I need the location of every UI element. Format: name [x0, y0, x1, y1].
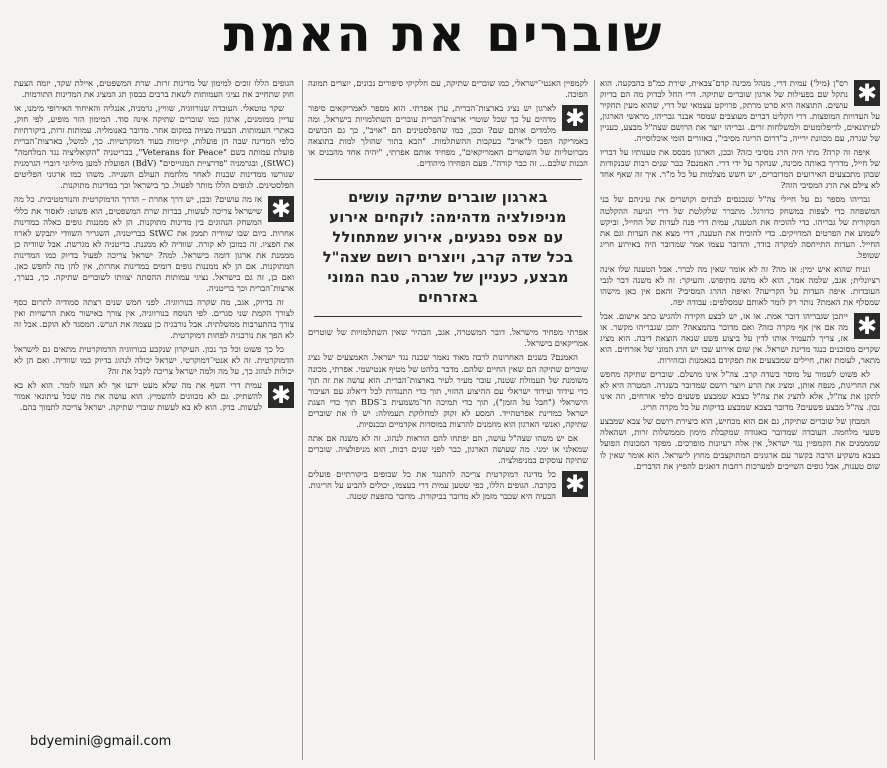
asterisk-icon: ✱	[268, 382, 294, 408]
paragraph: כל כך פשוט וכל כך נכון. העיקרון שנקבע בנורווגיה הדמוקרטית מתאים גם לישראל הדמוקרטית. זה לא אנטי־דמוקרטי. ישראל יכולה לנהוג בדיוק כמו שוודיה. ואם הן לא יכולות לנהוג כך, על מה ולמה ישראל צריכה לקבל את זה?	[14, 344, 294, 377]
column-left	[14, 78, 294, 724]
paragraph: גבריהו מספר גם על חיילי צה"ל שנכנסים לבתים וקושרים את עיניהם של בני המשפחה כדי לצפות במשחק כדורגל. מתברר שלקלטת של דרי הגיעה ההקלטה המקורית של גבריהו. כדי להוכיח את הטענה, עמית דרי פנה לעדות של החייל, וביקש לשמוע את הפרטים המדויקים. כדי להוכיח את הטענה, דרי מצא את העדות וגם את החייל. העדות התייחסה למקרה בודד, והדובר עצמו אמר שמדובר היה באירוע חריג שטופל.	[600, 194, 880, 260]
paragraph: ייתכן שגבריהו דובר אמת. או אז, יש לבצע חקירה ולהגיש כתב אישום. אבל מה אם אין אף מקרה כזה? ואם מדובר בהמצאה? יתכן שגבריהו מקשר. או אז, צריך להעמיד אותו לדין על ביצוע פשע שנאה הוצאת דיבה. הוא מציג שקרים מסוכנים כנגד מדינת ישראל. אין שום אירוע שבו יש הרג המוני של אזרחים. הוא מתאר, לעומת זאת, חיילים שמבצעים את תפקידם בנאמנות ובזהירות.	[600, 310, 880, 366]
paragraph: זה בדיוק, אגב, מה שקרה בנורווגיה. לפני חמש שנים רצתה סמודיה לתרום כסף לצורך הקמת שני סגרים. לפי הנוסח בנורווגיה, אין צורך באישור מאת הרשויות ואין צורך בהתערבות ממשלתית. אבל נורבגיה כן עצמה את הגרש. המסגד לא הוקם. אבל זה לא הפך את נורבגיה לפחות דמוקרטית.	[14, 296, 294, 341]
paragraph: רס"ן (מיל') עמית דרי, מנהל מכינה קדם־צבאית, שירת כמ"פ בהבקעה. הוא נתקל שם בפעילות של ארגון שוברים שתיקה. דרי החל לבדוק מה הם בדיוק עושים. התוצאה היא סרט מרתק, פרויקט עצמאי של דרי, שהוא מעין תחקיר על העדויות המופצות. דרי הקליט דברים מעוצבים שמסר אבנר גבריהו, מראשי הארגון, לעיתונאים, לדיפלומטים ולמשלחות זרים. גבריהו יוצר את הרושם שצה"ל מבצע, כעניין של שגרה, עם מכוונת ירייה, ב"דרום הריגה מסיבי", באזורים הומי אוכלוסייה.	[600, 78, 880, 144]
paragraph: לקמפיין האנטי־ישראלי, כמו שוברים שתיקה, עם חלקיקי סיפורים נכונים, יוצרים תמונה הפוכה.	[308, 78, 588, 100]
paragraph: לא פשוט לשמור על מוסר בשדה קרב. צה"ל אינו מושלם. שוברים שתיקה מחפש את החריגות, מנפח אותן, ומציג את הרע ויוצר רושם שמדובר בשגרה. המטרה היא לא לתקן את צה"ל, אלא להציג את צה"ל כצבא שמבצע פשעים כלפי אזרחים, וזה אינו נכון. צה"ל מבצע פשעים? מדובר בצבא שמבצע בדיקות על כל מקרה חריג.	[600, 369, 880, 413]
asterisk-icon: ✱	[562, 471, 588, 497]
paragraph: עמית דרי חשף את מה שלא מעט ידעו אך לא העזו לומר. הוא לא בא להשתיק. גם לא מכוונים להשמיץ. הוא עושה את מה שכל עיתונאי אמור לעשות. בדק. הוא לא בא לעשות שוברי שתיקה. ישראל צריכה לתמוך בהם.	[14, 380, 262, 413]
paragraph: אם יש משהו שצה"ל עושה, הם יפתחו להם הוראות לנהוג. זה לא משנה אם אתה שמאלני או ימני. מה שעושה הארגון, כבר לפני שנים רבות, הוא מניפולציה. שוברים שתיקה עוסקים במניפולציה.	[308, 432, 588, 465]
column-divider	[594, 80, 595, 760]
paragraph: שקר טוטאלי. העובדה שנורווגיה, שוויץ, גרמניה, אנגליה והאיחוד האירופי מימנו, או עדיין ממומנים, ארגון כמו שוברים שתיקה אינה סוד. המימון הזר מופיע, לפי חוק, באתרי העמותות. הבעיה מצויה במקום אחר. מדובר באנומליה. עמותות זרות, ביקורתיות כלפי המדינה שבה הן פועלות, קיימות בעוד דמוקרטיות. כך, למשל, בארצות־הברית פועלת עמותה בשם "Veterans for Peace", בבריטניה "הקואליציה נגד המלחמה" (StWC), ובגרמניה "פדרציית המגוייסים" (BdV) הפועלת למען מיליוני דוברי הגרמנית שגורשו ממדינות שכנות לאחר מלחמת העולם השנייה. משהו כמו ארגוני הפליטים הפלסטינים. לגופים הללו מותר לפעול. כך בישראל וכך במדינות מתוקנות.	[14, 103, 294, 191]
paragraph: האמנם? בשנים האחרונות לרבה מאוד נאמר שכנה נגד ישראל. האמצעים של נציג שוברים שתיקה הם שאין החיים שלהם. מדבר בלהט של מטיף אנטישמי. אפרתי, מכונה משומנת של תעמולת שטנה, עובר מעיר לעיר בארצות־הברית. הוא עושה את זה תוך כדי עידוד ועידוד ישראלי עם ההיצוע ההזוי, תוך כדי התנגדות לכל דיאלוג עם הציבור הישראלי ("חבל על הזמן"), תוך כדי תמיכה חד־משמעית ב־BDS תוך כדי הצגת ישראל כמדינת אפרטהייד. המסע לא זקוק למחלוקת תעמולה: יש לו את שוברים שתיקה, ואנשי הארגון הוא מוזמנים להרצות במוסדות אקדמיים ובכנסיות.	[308, 352, 588, 429]
asterisk-icon: ✱	[854, 313, 880, 339]
asterisk-icon: ✱	[268, 196, 294, 222]
column-middle	[308, 78, 588, 760]
asterisk-icon: ✱	[854, 80, 880, 106]
paragraph: ונניח שהוא איש ימין: אז מה? זה לא אומר שאין מה לברר. אבל הטענה שלו אינה רציונלית; אגב, שלמה אמר, הוא לא מושג מתיפוש. והעיקר: זה לא משנה דבר לגבי העובדות. איפה העדות על הקריעה? ואיפה ההרג המסיבי? והאם אין כאן מישהו שמסלף את האמת? נותר רק לומר לאותם שמסלפים: עבודה יפה.	[600, 263, 880, 307]
asterisk-icon: ✱	[562, 105, 588, 131]
paragraph: כל מדינה דמוקרטית צריכה להתנגד את כל שבופים ביקורתיים פועלים בקרבה. הגופים הללו, כפי שטען עמית דרי בעצמו, יכולים להביע על חריגות. הבעיה היא שכבר מזמן לא מדובר בביקורת. מדובר בהפצת שטנה.	[308, 468, 556, 502]
pull-quote: בארגון שוברים שתיקה עושים מניפולציה מדהימה: לוקחים אירוע עם אפס נפגעים, אירוע שמתחולל בכל שדה קרב, ויוצרים רושם שצה"ל מבצע, כעניין של שגרה, טבח המוני באזרחים	[314, 179, 582, 317]
paragraph: אז מה עושים? ובכן, יש דרך אחרת – הדרך הדמוקרטית והנורמטיבית. כל מה שישראל צריכה לעשות, בברות שרת המשפטים, הוא פשוט: לאסור את כללי המשחק הנהוגים בין מדינות מתוקנות. הן לא ממננות גופים כאלה במדינות אחרות. ביום שבו שוודיה תממן את StWC בבריטניה, השגריר השוודי יתבקש לארוז את חפציו. זה כמובן לא קורה. שוודיה לא ממננת. בריטניה לא מגרשת. אבל שוודיה כן מממנת את ארגון דומה בישראל. למה? ישראל צריכה לפעול בדיוק כמו המדינות המתוקנות. אם הן לא ממננות גופים דומים במדינות אחרות, אין להן מה לחפש כאן. ואם כן, זה גם בישראל. נציגי עמותות ההסתה יצוותו לשוברים שתיקה. כך, בערך, ארצות־הברית וכך בריטניה.	[14, 194, 294, 293]
paragraph: איפה זה קרה? מתי היה הרג מסיבי כזה? ובכן, הארגון מבסס את טענותיו על דבריו של חייל, מדריך באותה מכינה, שנחקר על ידי דרי. האמנם? כבר שנים רבות שבנקודות שבהן מתבצעים האירועים המדוברים, יש חשש מצלמות על כל מ"ר. איך זה שאף אחד לא צילם את הרג המסיבי הזה?	[600, 147, 880, 191]
paragraph: הגופים הללו זוכים למימון של מדינות זרות. שרת המשפטים, איילת שקד, יזמה הצעת חוק שתחייב את נציגי העמותות לשאת ברבים כבסון תג המציג את המדינות התורמות.	[14, 78, 294, 100]
column-divider	[302, 80, 303, 760]
paragraph: לארגון יש נציג בארצות־הברית, ערן אפרתי. הוא מספר לאמריקאים סיפור מדהים על כך שכל שוטרי ארצות־הברית עוברים השתלמויות בישראל, ומה מלמדים אותם שם? ובכן, כמו שהפלסטינים הם "אויב", כך גם הכושים באמריקה הפכו ל"אויב" בעקבות ההשתלמות. "הבא בתור שהולך למות בתוצאה מברוטליות של השוטרים האמריקאים", מפחיד אותם אפרתי, "יהיה אחד מהבנים או הבנות שלכם... זה כבר קורה". פעם הפחידו מיהודים.	[308, 103, 588, 169]
headline: שוברים את האמת	[223, 5, 664, 63]
paragraph: המבחן של שוברים שתיקה, גם אם הוא מכחיש, הוא ביצירת רושם של צבא שמבצע פשעי מלחמה. העובדה שמדובר באגודה שמקבלת מימון מממשלות זרות, ושהאלה שמממנים את הקמפיין נגד ישראל, אין אלה רעיונות מופרכים. מפקד המכונות הפועל בצבא משקיע הרבה בקשר עם ארגונים המתוקצבים מחוץ לישראל. הוא אומר שאין לו שום טענות, אבל גופים השייכים למערכות רחבות דואגים להפיץ את הדברים.	[600, 416, 880, 471]
paragraph: אפרתי מפחיד מישראל. דובר המשטרה, אגב, הבהיר שאין השתלמויות של שוטרים אמריקאים בישראל.	[308, 327, 588, 349]
column-right	[600, 78, 880, 760]
author-email: bdyemini@gmail.com	[30, 734, 172, 749]
